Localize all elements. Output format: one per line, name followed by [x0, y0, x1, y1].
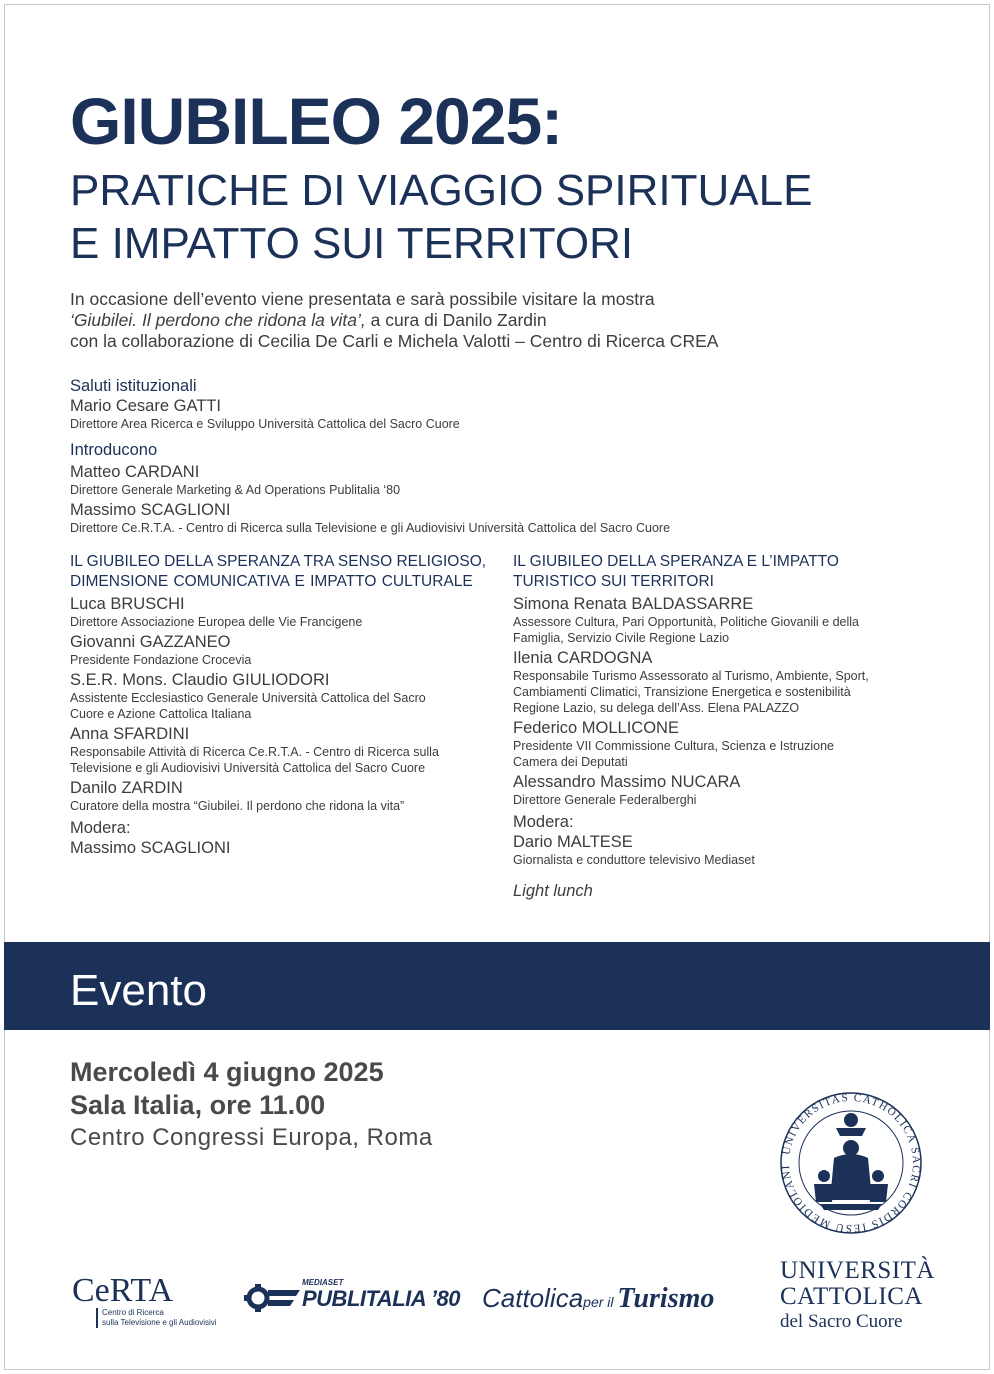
- turismo-per-il: per il: [583, 1294, 618, 1310]
- seal-text: UNIVERSITAS CATHOLICA SACRI CORDIS IESU MEDIOLANI: [779, 1091, 923, 1235]
- event-band: [4, 942, 990, 1030]
- speaker-name: Giovanni GAZZANEO: [70, 633, 231, 651]
- saluti-heading: Saluti istituzionali: [70, 377, 197, 395]
- intro-line-1: In occasione dell’evento viene presentata e sarà possibile visitare la mostra: [70, 289, 655, 309]
- speaker-role: Presidente Fondazione Crocevia: [70, 653, 252, 667]
- university-seal-icon: [776, 1088, 926, 1238]
- speaker-name: Simona Renata BALDASSARRE: [513, 595, 754, 613]
- speaker-name: Ilenia CARDOGNA: [513, 649, 653, 667]
- speaker-entry: [513, 718, 933, 770]
- exhibition-title: ‘Giubilei. Il perdono che ridona la vita’,: [70, 310, 366, 330]
- moderator-entry: [513, 812, 933, 868]
- speaker-role: Famiglia, Servizio Civile Regione Lazio: [513, 631, 730, 645]
- speaker-name: Federico MOLLICONE: [513, 719, 679, 737]
- speaker-role: Televisione e gli Audiovisivi Università Cattolica del Sacro Cuore: [70, 761, 426, 775]
- speaker-role: Direttore Generale Marketing & Ad Operations Publitalia ‘80: [70, 483, 401, 497]
- right-panel-title-1: IL GIUBILEO DELLA SPERANZA E L’IMPATTO: [513, 553, 839, 570]
- light-lunch-note: Light lunch: [513, 882, 593, 900]
- event-venue: Centro Congressi Europa, Roma: [70, 1124, 433, 1151]
- subtitle-line-2: E IMPATTO SUI TERRITORI: [70, 219, 634, 268]
- event-date: Mercoledì 4 giugno 2025: [70, 1057, 384, 1087]
- speaker-name: Alessandro Massimo NUCARA: [513, 773, 741, 791]
- speaker-role: Presidente VII Commissione Cultura, Scienza e Istruzione: [513, 739, 834, 753]
- speaker-entry: [513, 648, 933, 716]
- unicat-logo: [780, 1258, 935, 1334]
- right-panel-title-2: TURISTICO SUI TERRITORI: [513, 573, 714, 590]
- speaker-role: Direttore Associazione Europea delle Vie Francigene: [70, 615, 363, 629]
- unicat-line-2: CATTOLICA: [780, 1283, 923, 1310]
- page-title: GIUBILEO 2025:: [70, 84, 563, 158]
- introducono-section: [70, 440, 670, 536]
- speaker-role: Regione Lazio, su delega dell’Ass. Elena PALAZZO: [513, 701, 800, 715]
- curator-text: a cura di Danilo Zardin: [365, 310, 547, 330]
- speaker-role: Assessore Cultura, Pari Opportunità, Politiche Giovanili e della: [513, 615, 860, 629]
- speaker-entry: [70, 778, 490, 814]
- speaker-name: Anna SFARDINI: [70, 725, 190, 743]
- certa-wordmark: CeRTA: [72, 1272, 174, 1309]
- page-subtitle: [70, 164, 812, 270]
- right-panel: [513, 552, 933, 901]
- certa-tagline-2: sulla Televisione e gli Audiovisivi: [102, 1318, 217, 1327]
- publitalia-logo: [244, 1278, 461, 1316]
- publitalia-mediaset: MEDIASET: [302, 1278, 344, 1287]
- speaker-entry: [70, 724, 490, 776]
- left-panel: [70, 552, 490, 858]
- turismo-word: Turismo: [617, 1283, 715, 1314]
- intro-line-3: con la collaborazione di Cecilia De Carli e Michela Valotti – Centro di Ricerca CREA: [70, 331, 719, 351]
- speaker-role: Responsabile Attività di Ricerca Ce.R.T.A. - Centro di Ricerca sulla: [70, 745, 439, 759]
- moderator-name: Massimo SCAGLIONI: [70, 839, 231, 857]
- speaker-name: S.E.R. Mons. Claudio GIULIODORI: [70, 671, 330, 689]
- certa-tagline: [96, 1308, 217, 1328]
- subtitle-line-1: PRATICHE DI VIAGGIO SPIRITUALE: [70, 166, 813, 215]
- speaker-role: Assistente Ecclesiastico Generale Università Cattolica del Sacro: [70, 691, 426, 705]
- publitalia-wordmark: PUBLITALIA ’80: [302, 1286, 461, 1311]
- speaker-name: Massimo SCAGLIONI: [70, 501, 231, 519]
- unicat-line-3: del Sacro Cuore: [780, 1311, 903, 1332]
- speaker-role: Curatore della mostra “Giubilei. Il perdono che ridona la vita”: [70, 799, 405, 813]
- intro-paragraph: [70, 289, 718, 352]
- left-panel-title-1: IL GIUBILEO DELLA SPERANZA TRA SENSO RELIGIOSO,: [70, 553, 487, 570]
- intro-line-2: [70, 310, 718, 331]
- speaker-role: Direttore Area Ricerca e Sviluppo Università Cattolica del Sacro Cuore: [70, 417, 460, 431]
- event-room-time: Sala Italia, ore 11.00: [70, 1090, 326, 1120]
- speaker-name: Matteo CARDANI: [70, 463, 200, 481]
- speaker-role: Responsabile Turismo Assessorato al Turismo, Ambiente, Sport,: [513, 669, 869, 683]
- cattolica-turismo-logo: [482, 1283, 714, 1315]
- saluti-section: [70, 376, 460, 432]
- speaker-name: Luca BRUSCHI: [70, 595, 185, 613]
- speaker-entry: [70, 594, 490, 630]
- speaker-entry: [70, 670, 490, 722]
- event-band-label: Evento: [70, 966, 207, 1015]
- speaker-entry: [513, 772, 933, 808]
- speaker-role: Camera dei Deputati: [513, 755, 628, 769]
- turismo-cattolica: Cattolica: [482, 1283, 584, 1313]
- speaker-entry: [70, 462, 670, 498]
- moderator-name: Dario MALTESE: [513, 833, 633, 851]
- speaker-entry: [513, 594, 933, 646]
- speaker-role: Cambiamenti Climatici, Transizione Energetica e sostenibilità: [513, 685, 851, 699]
- moderator-role: Giornalista e conduttore televisivo Mediaset: [513, 853, 755, 867]
- moderator-entry: [70, 818, 490, 858]
- unicat-line-1: UNIVERSITÀ: [780, 1257, 935, 1284]
- speaker-role: Direttore Ce.R.T.A. - Centro di Ricerca sulla Televisione e gli Audiovisivi Università Cattolica del Sacro Cuore: [70, 521, 671, 535]
- speaker-name: Mario Cesare GATTI: [70, 397, 221, 415]
- speaker-role: Direttore Generale Federalberghi: [513, 793, 697, 807]
- publitalia-gear-icon: [244, 1280, 300, 1314]
- moderator-label: Modera:: [70, 819, 131, 837]
- speaker-name: Danilo ZARDIN: [70, 779, 183, 797]
- speaker-entry: [70, 500, 670, 536]
- speaker-role: Cuore e Azione Cattolica Italiana: [70, 707, 252, 721]
- certa-tagline-1: Centro di Ricerca: [102, 1308, 164, 1317]
- introducono-heading: Introducono: [70, 441, 158, 459]
- moderator-label: Modera:: [513, 813, 574, 831]
- left-panel-title-2: DIMENSIONE COMUNICATIVA E IMPATTO CULTURALE: [70, 573, 473, 590]
- speaker-entry: [70, 632, 490, 668]
- certa-logo: [72, 1274, 217, 1328]
